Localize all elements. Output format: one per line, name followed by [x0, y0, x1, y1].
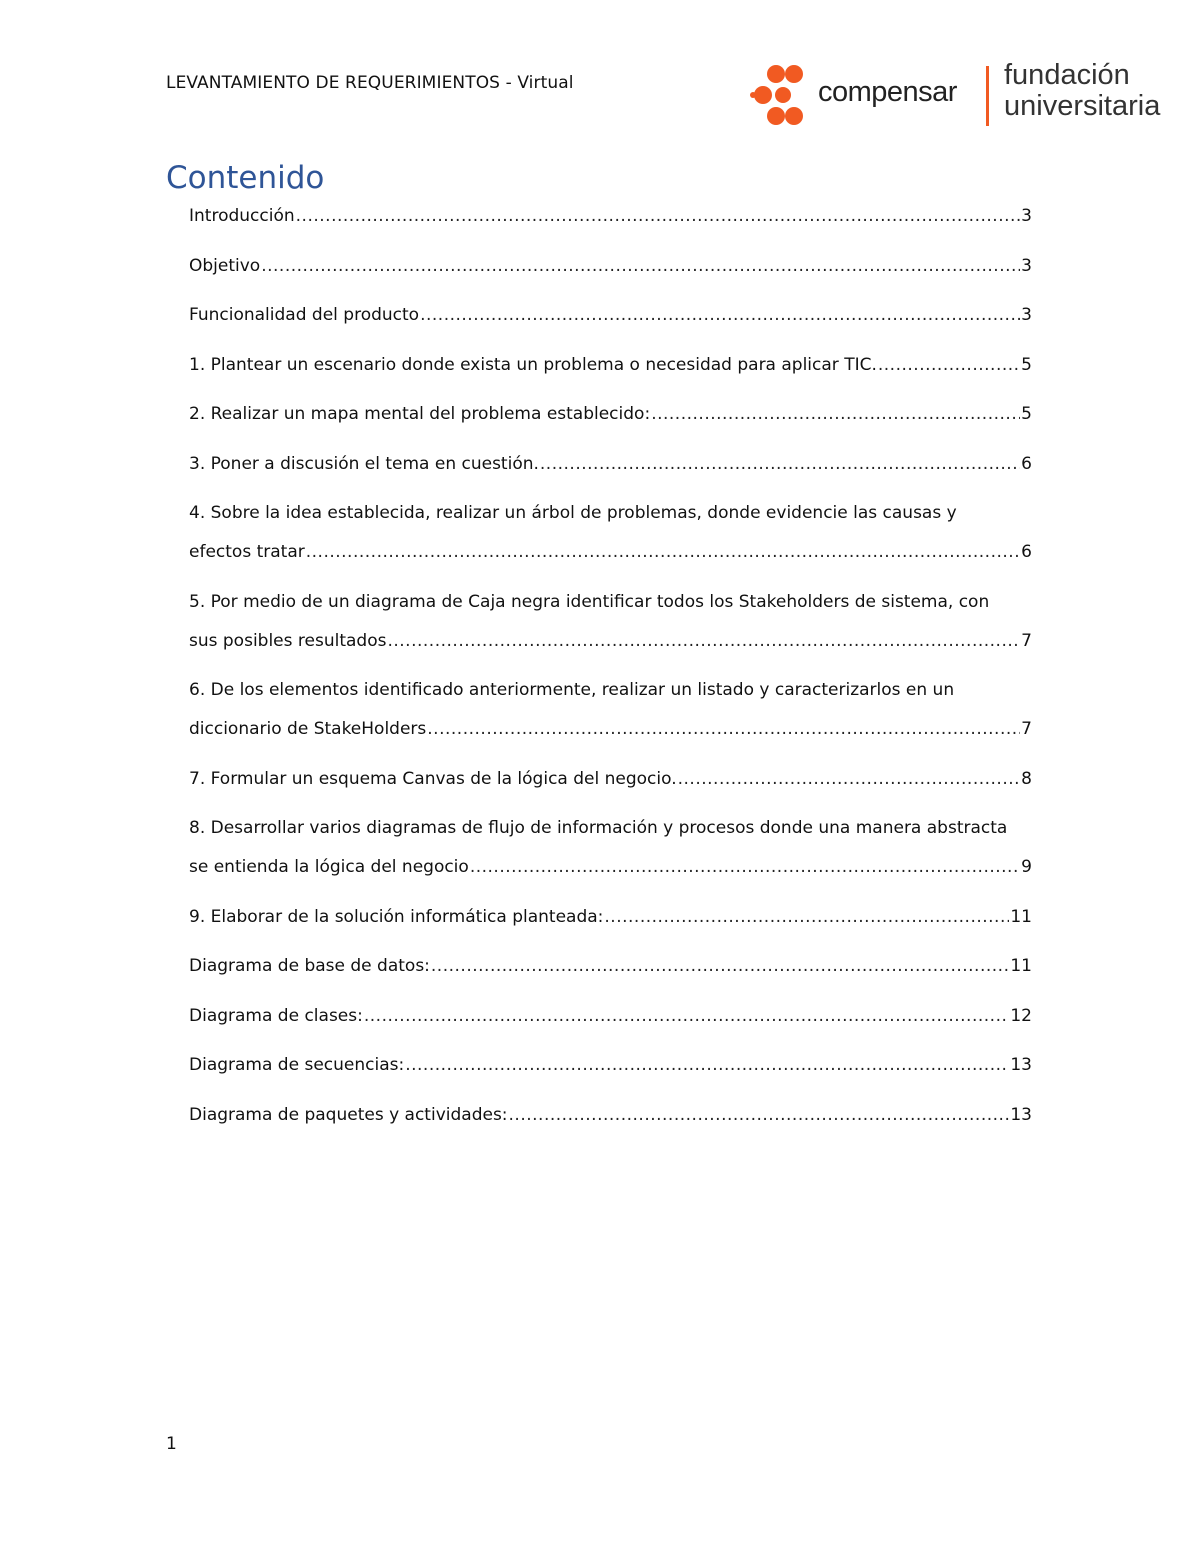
toc-leader-dots: [420, 296, 1020, 335]
toc-entry-text: 7. Formular un esquema Canvas de la lógica del negocio.: [189, 768, 677, 789]
page-number: 1: [166, 1434, 177, 1454]
toc-entry-line: [189, 346, 1032, 385]
logo-divider: [986, 66, 989, 126]
toc-entry-text: 9. Elaborar de la solución informática planteada:: [189, 906, 604, 927]
toc-page-number: 3: [1021, 305, 1032, 325]
toc-entry-text: efectos tratar: [189, 542, 305, 562]
toc-page-number: 13: [1010, 1055, 1032, 1075]
toc-entry-line: [189, 395, 1032, 434]
toc-entry-text: se entienda la lógica del negocio: [189, 857, 469, 877]
toc-entry-line: [189, 533, 1032, 572]
toc-leader-dots: [878, 346, 1020, 385]
toc-leader-dots: [509, 1096, 1010, 1135]
toc-page-number: 3: [1021, 255, 1032, 276]
toc-entry-line: [189, 622, 1032, 661]
toc-entry[interactable]: [189, 197, 1032, 236]
toc-leader-dots: [306, 533, 1020, 572]
toc-page-number: 12: [1010, 1005, 1032, 1026]
toc-entry[interactable]: [189, 760, 1032, 799]
logo-wordmark: compensar: [818, 76, 957, 108]
toc-page-number: 11: [1010, 956, 1032, 976]
toc-leader-dots: [405, 1046, 1009, 1085]
toc-leader-dots: [364, 997, 1010, 1036]
compensar-dots-icon: [750, 64, 812, 126]
toc-entry-line: [189, 809, 1032, 848]
toc-entry-text: diccionario de StakeHolders: [189, 719, 427, 739]
toc-entry-line: [189, 583, 1032, 622]
toc-title: Contenido: [166, 160, 325, 196]
toc-entry-line: [189, 710, 1032, 749]
toc-leader-dots: [678, 760, 1021, 799]
toc-entry-text: 3. Poner a discusión el tema en cuestión.: [189, 453, 539, 474]
toc-page-number: 7: [1021, 719, 1032, 739]
toc-page-number: 6: [1021, 542, 1032, 562]
toc-entry[interactable]: [189, 395, 1032, 434]
toc-entry[interactable]: [189, 809, 1032, 887]
toc-entry-line: [189, 898, 1032, 937]
toc-leader-dots: [296, 197, 1021, 236]
toc-entry-text: Diagrama de paquetes y actividades:: [189, 1104, 508, 1125]
toc-leader-dots: [427, 710, 1020, 749]
toc-leader-dots: [470, 848, 1020, 887]
toc-page-number: 11: [1010, 906, 1032, 927]
logo-fund-line2: universitaria: [1004, 90, 1161, 122]
toc-entry-text: 1. Plantear un escenario donde exista un problema o necesidad para aplicar TIC.: [189, 354, 877, 375]
toc-entry-line: [189, 494, 1032, 533]
toc-entry[interactable]: [189, 947, 1032, 986]
toc-entry-text: 6. De los elementos identificado anteriormente, realizar un listado y caracterizarlos en un: [189, 680, 955, 700]
toc-entry[interactable]: [189, 1096, 1032, 1135]
toc-entry-text: Diagrama de base de datos:: [189, 956, 430, 976]
toc-entry[interactable]: [189, 997, 1032, 1036]
toc-page-number: 6: [1021, 453, 1032, 474]
toc-page-number: 5: [1021, 404, 1032, 424]
toc-entry[interactable]: [189, 494, 1032, 572]
toc-leader-dots: [651, 395, 1020, 434]
toc-page-number: 13: [1010, 1104, 1032, 1125]
toc-entry-line: [189, 247, 1032, 286]
toc-leader-dots: [387, 622, 1020, 661]
toc-entry-text: 5. Por medio de un diagrama de Caja negra identificar todos los Stakeholders de sistema, con: [189, 591, 990, 612]
document-header-title: LEVANTAMIENTO DE REQUERIMIENTOS - Virtual: [166, 73, 574, 93]
toc-entry-text: 4. Sobre la idea establecida, realizar un árbol de problemas, donde evidencie las causas y: [189, 503, 957, 523]
toc-entry-line: [189, 1046, 1032, 1085]
toc-entry-text: Diagrama de secuencias:: [189, 1055, 405, 1075]
toc-leader-dots: [261, 247, 1020, 286]
toc-entry-text: Funcionalidad del producto: [189, 305, 420, 325]
toc-entry-line: [189, 671, 1032, 710]
toc-entry[interactable]: [189, 247, 1032, 286]
toc-entry-text: 2. Realizar un mapa mental del problema establecido:: [189, 404, 651, 424]
toc-leader-dots: [540, 445, 1020, 484]
toc-page-number: 9: [1021, 857, 1032, 877]
toc-page-number: 7: [1021, 630, 1032, 651]
toc-entry[interactable]: [189, 583, 1032, 661]
toc-page-number: 8: [1021, 768, 1032, 789]
toc-entry-text: sus posibles resultados: [189, 630, 387, 651]
toc-entry-line: [189, 296, 1032, 335]
toc-entry[interactable]: [189, 296, 1032, 335]
toc-entry-line: [189, 197, 1032, 236]
toc-entry-line: [189, 947, 1032, 986]
toc-entry[interactable]: [189, 898, 1032, 937]
toc-leader-dots: [431, 947, 1009, 986]
toc-entry-line: [189, 997, 1032, 1036]
toc-entry[interactable]: [189, 346, 1032, 385]
toc-entry-line: [189, 445, 1032, 484]
toc-entry-line: [189, 848, 1032, 887]
logo-fundacion-text: [1004, 60, 1160, 122]
toc-entry-text: 8. Desarrollar varios diagramas de flujo de información y procesos donde una manera abstracta: [189, 818, 1008, 838]
toc-entry[interactable]: [189, 445, 1032, 484]
toc-page-number: 5: [1021, 354, 1032, 375]
toc-leader-dots: [604, 898, 1009, 937]
toc-page-number: 3: [1021, 206, 1032, 226]
toc-entry-line: [189, 1096, 1032, 1135]
toc-entry-text: Introducción: [189, 206, 295, 226]
logo-fund-line1: fundación: [1004, 59, 1130, 91]
toc-entry-line: [189, 760, 1032, 799]
compensar-logo: [750, 60, 1170, 134]
toc-entry[interactable]: [189, 671, 1032, 749]
toc-entry[interactable]: [189, 1046, 1032, 1085]
toc-entry-text: Diagrama de clases:: [189, 1005, 363, 1026]
toc-entry-text: Objetivo: [189, 255, 261, 276]
